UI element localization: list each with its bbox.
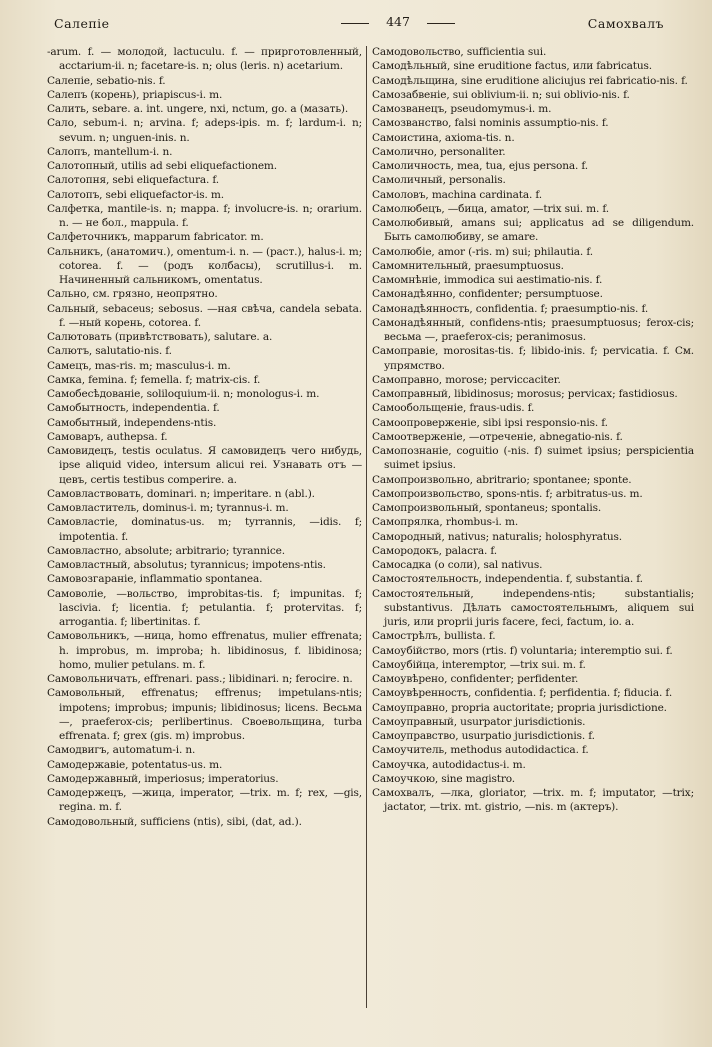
dictionary-entry: Самолюбецъ, —бица, amator, —trix sui. m. f.: [372, 202, 609, 215]
dictionary-entry: Самовольный, effrenatus; effrenus; impetulans-ntis; impotens; improbus; impunis; libidinosus; licens. Весьма —, praeferox-cis; perlibertinus. Своевольщина, turba effrenata. f; grex (gis. m) improbus.: [47, 687, 362, 742]
dictionary-entry: Самовольникъ, —ница, homo effrenatus, mulier effrenata; h. improbus, m. improba; h. libidinosus, f. libidinosa; homo, mulier petulans. m. f.: [47, 630, 362, 671]
dictionary-entry: Самонадѣянный, confidens-ntis; praesumptuosus; ferox-cis; весьма —, praeferox-cis; peranimosus.: [372, 316, 694, 343]
dictionary-entry: Самолично, personaliter.: [372, 145, 506, 158]
dictionary-entry: Самовидецъ, testis oculatus. Я самовидецъ чего нибудь, ipse aliquid video, intersum alicui rei. Узнавать отъ —цевъ, certis testibus comperire. a.: [47, 445, 362, 486]
header-right-catchword: Самохвалъ: [587, 16, 664, 31]
page-header: [40, 14, 694, 36]
dictionary-entry: Сальникъ, (анатомич.), omentum-i. n. — (раст.), halus-i. m; cotorea. f. — (родъ колбасы), scrutillus-i. m. Начиненный сальникомъ, omentatus.: [47, 245, 362, 286]
dictionary-entry: Самострѣлъ, bullista. f.: [372, 630, 496, 643]
dictionary-entry: Самозванецъ, pseudomymus-i. m.: [372, 103, 552, 115]
dictionary-entry: Самоистина, axioma-tis. n.: [372, 131, 515, 144]
page-number: 447: [333, 14, 463, 29]
dictionary-entry: Самоволіе, —вольство, improbitas-tis. f; impunitas. f; lascivia. f; licentia. f; petulantia. f; protervitas. f; arrogantia. f; libertinitas. f.: [47, 587, 362, 628]
dictionary-entry: Самодержавіе, potentatus-us. m.: [47, 758, 223, 771]
left-column: [47, 45, 362, 829]
dictionary-entry: Самозабвеніе, sui oblivium-ii. n; sui oblivio-nis. f.: [372, 88, 630, 101]
dictionary-entry: Самоваръ, authepsa. f.: [47, 430, 168, 443]
dictionary-entry: Самомнительный, praesumptuosus.: [372, 259, 564, 272]
dictionary-entry: Самоправно, morose; perviccaciter.: [372, 373, 561, 386]
dictionary-entry: Самодовольство, sufficientia sui.: [372, 46, 547, 58]
dictionary-entry: Самоувѣренность, confidentia. f; perfidentia. f; fiducia. f.: [372, 687, 673, 700]
dictionary-entry: Самодѣльный, sine eruditione factus, или fabricatus.: [372, 60, 652, 73]
dictionary-entry: Самопроизвольство, spons-ntis. f; arbitratus-us. m.: [372, 487, 643, 500]
dictionary-entry: Самовольничать, effrenari. pass.; libidinari. n; ferocire. n.: [47, 673, 353, 685]
dictionary-entry: Самоловъ, machina cardinata. f.: [372, 188, 543, 201]
dictionary-entry: Салить, sebare. a. int. ungere, nxi, nctum, go. a (мазать).: [47, 103, 349, 115]
dictionary-entry: Самобытность, independentia. f.: [47, 402, 220, 415]
dictionary-entry: Самолюбіе, amor (-ris. m) sui; philautia. f.: [372, 245, 593, 258]
dictionary-entry: Салотопный, utilis ad sebi eliquefactionem.: [47, 160, 277, 172]
dictionary-entry: Самовластіе, dominatus-us. m; tyrrannis, —idis. f; impotentia. f.: [47, 516, 362, 543]
dictionary-entry: Салютовать (привѣтствовать), salutare. a.: [47, 331, 273, 343]
dictionary-entry: Самоотверженіе, —отреченіе, abnegatio-nis. f.: [372, 430, 623, 443]
dictionary-entry: -arum. f. — молодой, lactuculu. f. — прирготовленный, acctarium-ii. n; facetare-is. n; olus (leris. n) acetarium.: [47, 46, 362, 73]
dictionary-entry: Самоопроверженіе, sibi ipsi responsio-nis. f.: [372, 416, 608, 429]
dictionary-entry: Салотопня, sebi eliquefactura. f.: [47, 174, 220, 187]
dictionary-entry: Салопъ, mantellum-i. n.: [47, 145, 173, 158]
dictionary-entry: Самолюбивый, amans sui; applicatus ad se diligendum. Быть самолюбиву, se amare.: [372, 217, 694, 244]
dictionary-entry: Самецъ, mas-ris. m; masculus-i. m.: [47, 359, 231, 372]
dictionary-entry: Самодержавный, imperiosus; imperatorius.: [47, 772, 279, 785]
dictionary-entry: Самостоятельный, independens-ntis; substantialis; substantivus. Дѣлать самостоятельнымъ, aliquem sui juris, или proprii juris facere, feci, factum, io. a.: [372, 587, 694, 628]
dictionary-entry: Салепіе, sebatio-nis. f.: [47, 74, 166, 87]
dictionary-entry: Салфеточникъ, mapparum fabricator. m.: [47, 231, 264, 244]
dictionary-entry: Самородный, nativus; naturalis; holosphyratus.: [372, 530, 622, 543]
dictionary-entry: Самоучка, autodidactus-i. m.: [372, 758, 526, 771]
dictionary-entry: Самопознаніе, coguitio (-nis. f) suimet ipsius; perspicientia suimet ipsius.: [372, 445, 694, 472]
dictionary-entry: Самоувѣрено, confidenter; perfidenter.: [372, 673, 579, 685]
dictionary-entry: Самонадѣянно, confidenter; persumptuose.: [372, 288, 603, 301]
dictionary-entry: Самоличный, personalis.: [372, 174, 506, 187]
dictionary-entry: Самостоятельность, independentia. f, substantia. f.: [372, 573, 643, 586]
dictionary-entry: Самовластный, absolutus; tyrannicus; impotens-ntis.: [47, 559, 326, 571]
dictionary-entry: Салотопъ, sebi eliquefactor-is. m.: [47, 188, 224, 201]
dictionary-entry: Самоубійство, mors (rtis. f) voluntaria; interemptio sui. f.: [372, 644, 673, 657]
dictionary-entry: Самоуправство, usurpatio jurisdictionis. f.: [372, 730, 595, 742]
dictionary-entry: Самоубійца, interemptor, —trix sui. m. f.: [372, 658, 586, 671]
dictionary-entry: Самка, femina. f; femella. f; matrix-cis. f.: [47, 373, 261, 386]
dictionary-entry: Самобесѣдованіе, soliloquium-ii. n; monologus-i. m.: [47, 388, 320, 400]
dictionary-entry: Самобытный, independens-ntis.: [47, 416, 217, 429]
dictionary-entry: Самовластно, absolute; arbitrario; tyrannice.: [47, 544, 285, 557]
dictionary-entry: Самоличность, mea, tua, ejus persona. f.: [372, 160, 588, 172]
dictionary-entry: Салютъ, salutatio-nis. f.: [47, 345, 172, 358]
dictionary-entry: Самоправный, libidinosus; morosus; pervicax; fastidiosus.: [372, 388, 678, 400]
dictionary-entry: Самовозгараніе, inflammatio spontanea.: [47, 573, 263, 586]
dictionary-entry: Самопроизвольный, spontaneus; spontalis.: [372, 502, 602, 514]
dictionary-entry: Самодержецъ, —жица, imperator, —trix. m. f; rex, —gis, regina. m. f.: [47, 787, 362, 814]
dictionary-entry: Самообольщеніе, fraus-udis. f.: [372, 402, 535, 415]
column-divider: [366, 46, 367, 1008]
dictionary-entry: Самодвигъ, automatum-i. n.: [47, 744, 196, 757]
dictionary-entry: Салфетка, mantile-is. n; mappa. f; involucre-is. n; orarium. n. — не бол., mappula. f.: [47, 202, 362, 229]
dictionary-entry: Сально, см. грязно, неопрятно.: [47, 288, 218, 301]
dictionary-entry: Самосадка (о соли), sal nativus.: [372, 559, 543, 571]
dictionary-entry: Самоучитель, methodus autodidactica. f.: [372, 744, 589, 757]
dictionary-entry: Самоуправно, propria auctoritate; propria jurisdictione.: [372, 701, 667, 714]
dictionary-entry: Самохвалъ, —лка, gloriator, —trix. m. f; imputator, —trix; jactator, —trix. mt. gistrio, —nis. m (актеръ).: [372, 787, 694, 814]
dictionary-entry: Самородокъ, palacra. f.: [372, 544, 497, 557]
dictionary-entry: Самодовольный, sufficiens (ntis), sibi, (dat, ad.).: [47, 815, 302, 828]
header-left-catchword: Салепіе: [54, 16, 110, 31]
dictionary-entry: Самомнѣніе, immodica sui aestimatio-nis. f.: [372, 274, 603, 286]
dictionary-entry: Самопрялка, rhombus-i. m.: [372, 516, 519, 529]
dictionary-entry: Самопроизвольно, abritrario; spontanee; sponte.: [372, 473, 632, 486]
dictionary-entry: Сало, sebum-i. n; arvina. f; adeps-ipis. m. f; lardum-i. n; sevum. n; unguen-inis. n.: [47, 117, 362, 144]
dictionary-entry: Сальный, sebaceus; sebosus. —ная свѣча, candela sebata. f. —ный корень, cotorea. f.: [47, 302, 362, 329]
right-column: [372, 45, 694, 815]
dictionary-entry: Салепъ (корень), priapiscus-i. m.: [47, 88, 223, 101]
dictionary-entry: Самонадѣянность, confidentia. f; praesumptio-nis. f.: [372, 302, 649, 315]
dictionary-entry: Самодѣльщина, sine eruditione aliciujus rei fabricatio-nis. f.: [372, 74, 688, 87]
dictionary-entry: Самозванство, falsi nominis assumptio-nis. f.: [372, 117, 609, 130]
dictionary-entry: Самовластвовать, dominari. n; imperitare. n (abl.).: [47, 487, 315, 500]
dictionary-entry: Самовластитель, dominus-i. m; tyrannus-i. m.: [47, 502, 289, 514]
dictionary-entry: Самоправіе, morositas-tis. f; libido-inis. f; pervicatia. f. См. упрямство.: [372, 345, 694, 372]
dictionary-entry: Самоуправный, usurpator jurisdictionis.: [372, 715, 586, 728]
dictionary-entry: Самоучкою, sine magistro.: [372, 772, 515, 785]
